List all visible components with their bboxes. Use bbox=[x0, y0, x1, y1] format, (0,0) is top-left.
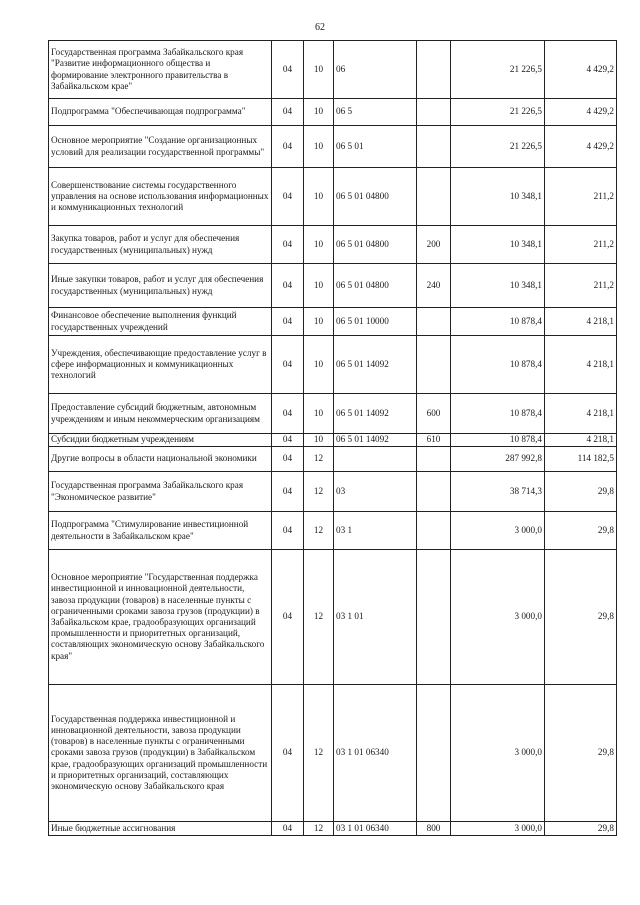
row-amount-1: 3 000,0 bbox=[451, 550, 545, 685]
row-name: Государственная программа Забайкальского края "Экономическое развитие" bbox=[49, 472, 272, 512]
row-subsection: 10 bbox=[304, 99, 334, 126]
row-name: Иные закупки товаров, работ и услуг для обеспечения государственных (муниципальных) нужд bbox=[49, 264, 272, 308]
row-name: Основное мероприятие "Государственная поддержка инвестиционной и инновационной деятельности, завоза продукции (товаров) в населенные пункты с ограниченными сроками завоза грузов (продукции) в Забайкальском крае, градообразующих организаций промышленности и приоритетных организаций, составляющих экономическую основу Забайкальского края" bbox=[49, 550, 272, 685]
row-amount-2: 29,8 bbox=[545, 512, 617, 550]
row-target-code: 03 1 01 bbox=[334, 550, 417, 685]
table-row bbox=[49, 434, 617, 447]
row-subsection: 10 bbox=[304, 394, 334, 434]
row-name: Государственная программа Забайкальского края "Развитие информационного общества и формирование электронного правительства в Забайкальском крае" bbox=[49, 41, 272, 99]
row-amount-2: 211,2 bbox=[545, 264, 617, 308]
row-amount-2: 114 182,5 bbox=[545, 447, 617, 472]
row-section: 04 bbox=[272, 226, 304, 264]
row-name: Другие вопросы в области национальной экономики bbox=[49, 447, 272, 472]
row-amount-1: 3 000,0 bbox=[451, 822, 545, 836]
row-target-code: 06 5 01 04800 bbox=[334, 264, 417, 308]
row-amount-2: 29,8 bbox=[545, 550, 617, 685]
row-expense-type bbox=[417, 447, 451, 472]
row-expense-type: 800 bbox=[417, 822, 451, 836]
row-subsection: 12 bbox=[304, 472, 334, 512]
row-expense-type bbox=[417, 336, 451, 394]
row-subsection: 12 bbox=[304, 685, 334, 822]
row-target-code: 06 5 01 10000 bbox=[334, 308, 417, 336]
row-target-code: 06 5 01 04800 bbox=[334, 226, 417, 264]
row-amount-1: 10 878,4 bbox=[451, 308, 545, 336]
row-subsection: 12 bbox=[304, 822, 334, 836]
row-amount-1: 21 226,5 bbox=[451, 126, 545, 168]
row-section: 04 bbox=[272, 685, 304, 822]
row-amount-2: 29,8 bbox=[545, 822, 617, 836]
table-row bbox=[49, 472, 617, 512]
row-name: Государственная поддержка инвестиционной и инновационной деятельности, завоза продукции (товаров) в населенные пункты с ограниченными сроками завоза грузов (продукции) в Забайкальском крае, градообразующих организаций промышленности и приоритетных организаций, составляющих экономическую основу Забайкальского края bbox=[49, 685, 272, 822]
table-row bbox=[49, 99, 617, 126]
row-section: 04 bbox=[272, 447, 304, 472]
table-row bbox=[49, 308, 617, 336]
row-subsection: 10 bbox=[304, 226, 334, 264]
row-expense-type: 200 bbox=[417, 226, 451, 264]
row-section: 04 bbox=[272, 550, 304, 685]
row-subsection: 12 bbox=[304, 512, 334, 550]
table-row bbox=[49, 226, 617, 264]
row-expense-type bbox=[417, 99, 451, 126]
row-amount-2: 4 218,1 bbox=[545, 434, 617, 447]
row-amount-1: 10 348,1 bbox=[451, 168, 545, 226]
row-expense-type bbox=[417, 550, 451, 685]
row-subsection: 10 bbox=[304, 126, 334, 168]
row-amount-2: 211,2 bbox=[545, 168, 617, 226]
row-subsection: 10 bbox=[304, 168, 334, 226]
row-amount-2: 211,2 bbox=[545, 226, 617, 264]
row-name: Основное мероприятие "Создание организационных условий для реализации государственной программы" bbox=[49, 126, 272, 168]
row-subsection: 10 bbox=[304, 264, 334, 308]
row-expense-type bbox=[417, 685, 451, 822]
row-target-code: 06 5 01 04800 bbox=[334, 168, 417, 226]
row-section: 04 bbox=[272, 168, 304, 226]
row-section: 04 bbox=[272, 822, 304, 836]
table-row bbox=[49, 126, 617, 168]
row-section: 04 bbox=[272, 264, 304, 308]
row-target-code: 03 bbox=[334, 472, 417, 512]
budget-table bbox=[48, 40, 617, 836]
row-amount-2: 4 218,1 bbox=[545, 394, 617, 434]
row-amount-1: 10 348,1 bbox=[451, 226, 545, 264]
row-amount-1: 287 992,8 bbox=[451, 447, 545, 472]
table-row bbox=[49, 550, 617, 685]
row-expense-type bbox=[417, 41, 451, 99]
row-section: 04 bbox=[272, 99, 304, 126]
row-amount-2: 29,8 bbox=[545, 685, 617, 822]
page-number: 62 bbox=[315, 22, 325, 33]
row-section: 04 bbox=[272, 512, 304, 550]
row-target-code: 03 1 01 06340 bbox=[334, 822, 417, 836]
table-row bbox=[49, 41, 617, 99]
row-name: Совершенствование системы государственного управления на основе использования информационных и коммуникационных технологий bbox=[49, 168, 272, 226]
row-target-code: 06 5 01 bbox=[334, 126, 417, 168]
row-amount-1: 21 226,5 bbox=[451, 41, 545, 99]
row-expense-type bbox=[417, 512, 451, 550]
row-subsection: 10 bbox=[304, 308, 334, 336]
row-amount-1: 38 714,3 bbox=[451, 472, 545, 512]
row-amount-1: 10 878,4 bbox=[451, 394, 545, 434]
row-amount-1: 21 226,5 bbox=[451, 99, 545, 126]
table-row bbox=[49, 336, 617, 394]
row-amount-2: 4 218,1 bbox=[545, 308, 617, 336]
row-expense-type bbox=[417, 472, 451, 512]
table-row bbox=[49, 394, 617, 434]
row-subsection: 12 bbox=[304, 447, 334, 472]
row-subsection: 10 bbox=[304, 434, 334, 447]
table-row bbox=[49, 512, 617, 550]
row-name: Предоставление субсидий бюджетным, автономным учреждениям и иным некоммерческим организациям bbox=[49, 394, 272, 434]
row-expense-type bbox=[417, 308, 451, 336]
row-target-code bbox=[334, 447, 417, 472]
row-section: 04 bbox=[272, 472, 304, 512]
row-target-code: 06 5 01 14092 bbox=[334, 394, 417, 434]
row-expense-type: 240 bbox=[417, 264, 451, 308]
row-target-code: 06 bbox=[334, 41, 417, 99]
row-expense-type: 610 bbox=[417, 434, 451, 447]
table-row bbox=[49, 822, 617, 836]
row-name: Подпрограмма "Обеспечивающая подпрограмма" bbox=[49, 99, 272, 126]
row-subsection: 10 bbox=[304, 336, 334, 394]
table-row bbox=[49, 447, 617, 472]
row-target-code: 03 1 01 06340 bbox=[334, 685, 417, 822]
row-expense-type bbox=[417, 168, 451, 226]
table-row bbox=[49, 168, 617, 226]
row-amount-1: 10 878,4 bbox=[451, 434, 545, 447]
row-expense-type bbox=[417, 126, 451, 168]
row-name: Учреждения, обеспечивающие предоставление услуг в сфере информационных и коммуникационных технологий bbox=[49, 336, 272, 394]
row-subsection: 10 bbox=[304, 41, 334, 99]
row-name: Финансовое обеспечение выполнения функций государственных учреждений bbox=[49, 308, 272, 336]
row-name: Субсидии бюджетным учреждениям bbox=[49, 434, 272, 447]
row-section: 04 bbox=[272, 126, 304, 168]
row-amount-2: 29,8 bbox=[545, 472, 617, 512]
row-amount-2: 4 429,2 bbox=[545, 41, 617, 99]
row-amount-1: 3 000,0 bbox=[451, 685, 545, 822]
row-amount-1: 3 000,0 bbox=[451, 512, 545, 550]
row-section: 04 bbox=[272, 336, 304, 394]
row-name: Подпрограмма "Стимулирование инвестиционной деятельности в Забайкальском крае" bbox=[49, 512, 272, 550]
row-name: Закупка товаров, работ и услуг для обеспечения государственных (муниципальных) нужд bbox=[49, 226, 272, 264]
table-row bbox=[49, 685, 617, 822]
row-name: Иные бюджетные ассигнования bbox=[49, 822, 272, 836]
row-expense-type: 600 bbox=[417, 394, 451, 434]
row-target-code: 06 5 01 14092 bbox=[334, 434, 417, 447]
row-section: 04 bbox=[272, 308, 304, 336]
row-section: 04 bbox=[272, 394, 304, 434]
table-row bbox=[49, 264, 617, 308]
row-amount-2: 4 218,1 bbox=[545, 336, 617, 394]
row-target-code: 06 5 01 14092 bbox=[334, 336, 417, 394]
row-amount-2: 4 429,2 bbox=[545, 126, 617, 168]
row-subsection: 12 bbox=[304, 550, 334, 685]
row-section: 04 bbox=[272, 41, 304, 99]
row-amount-1: 10 348,1 bbox=[451, 264, 545, 308]
row-amount-2: 4 429,2 bbox=[545, 99, 617, 126]
row-amount-1: 10 878,4 bbox=[451, 336, 545, 394]
row-target-code: 03 1 bbox=[334, 512, 417, 550]
row-target-code: 06 5 bbox=[334, 99, 417, 126]
row-section: 04 bbox=[272, 434, 304, 447]
